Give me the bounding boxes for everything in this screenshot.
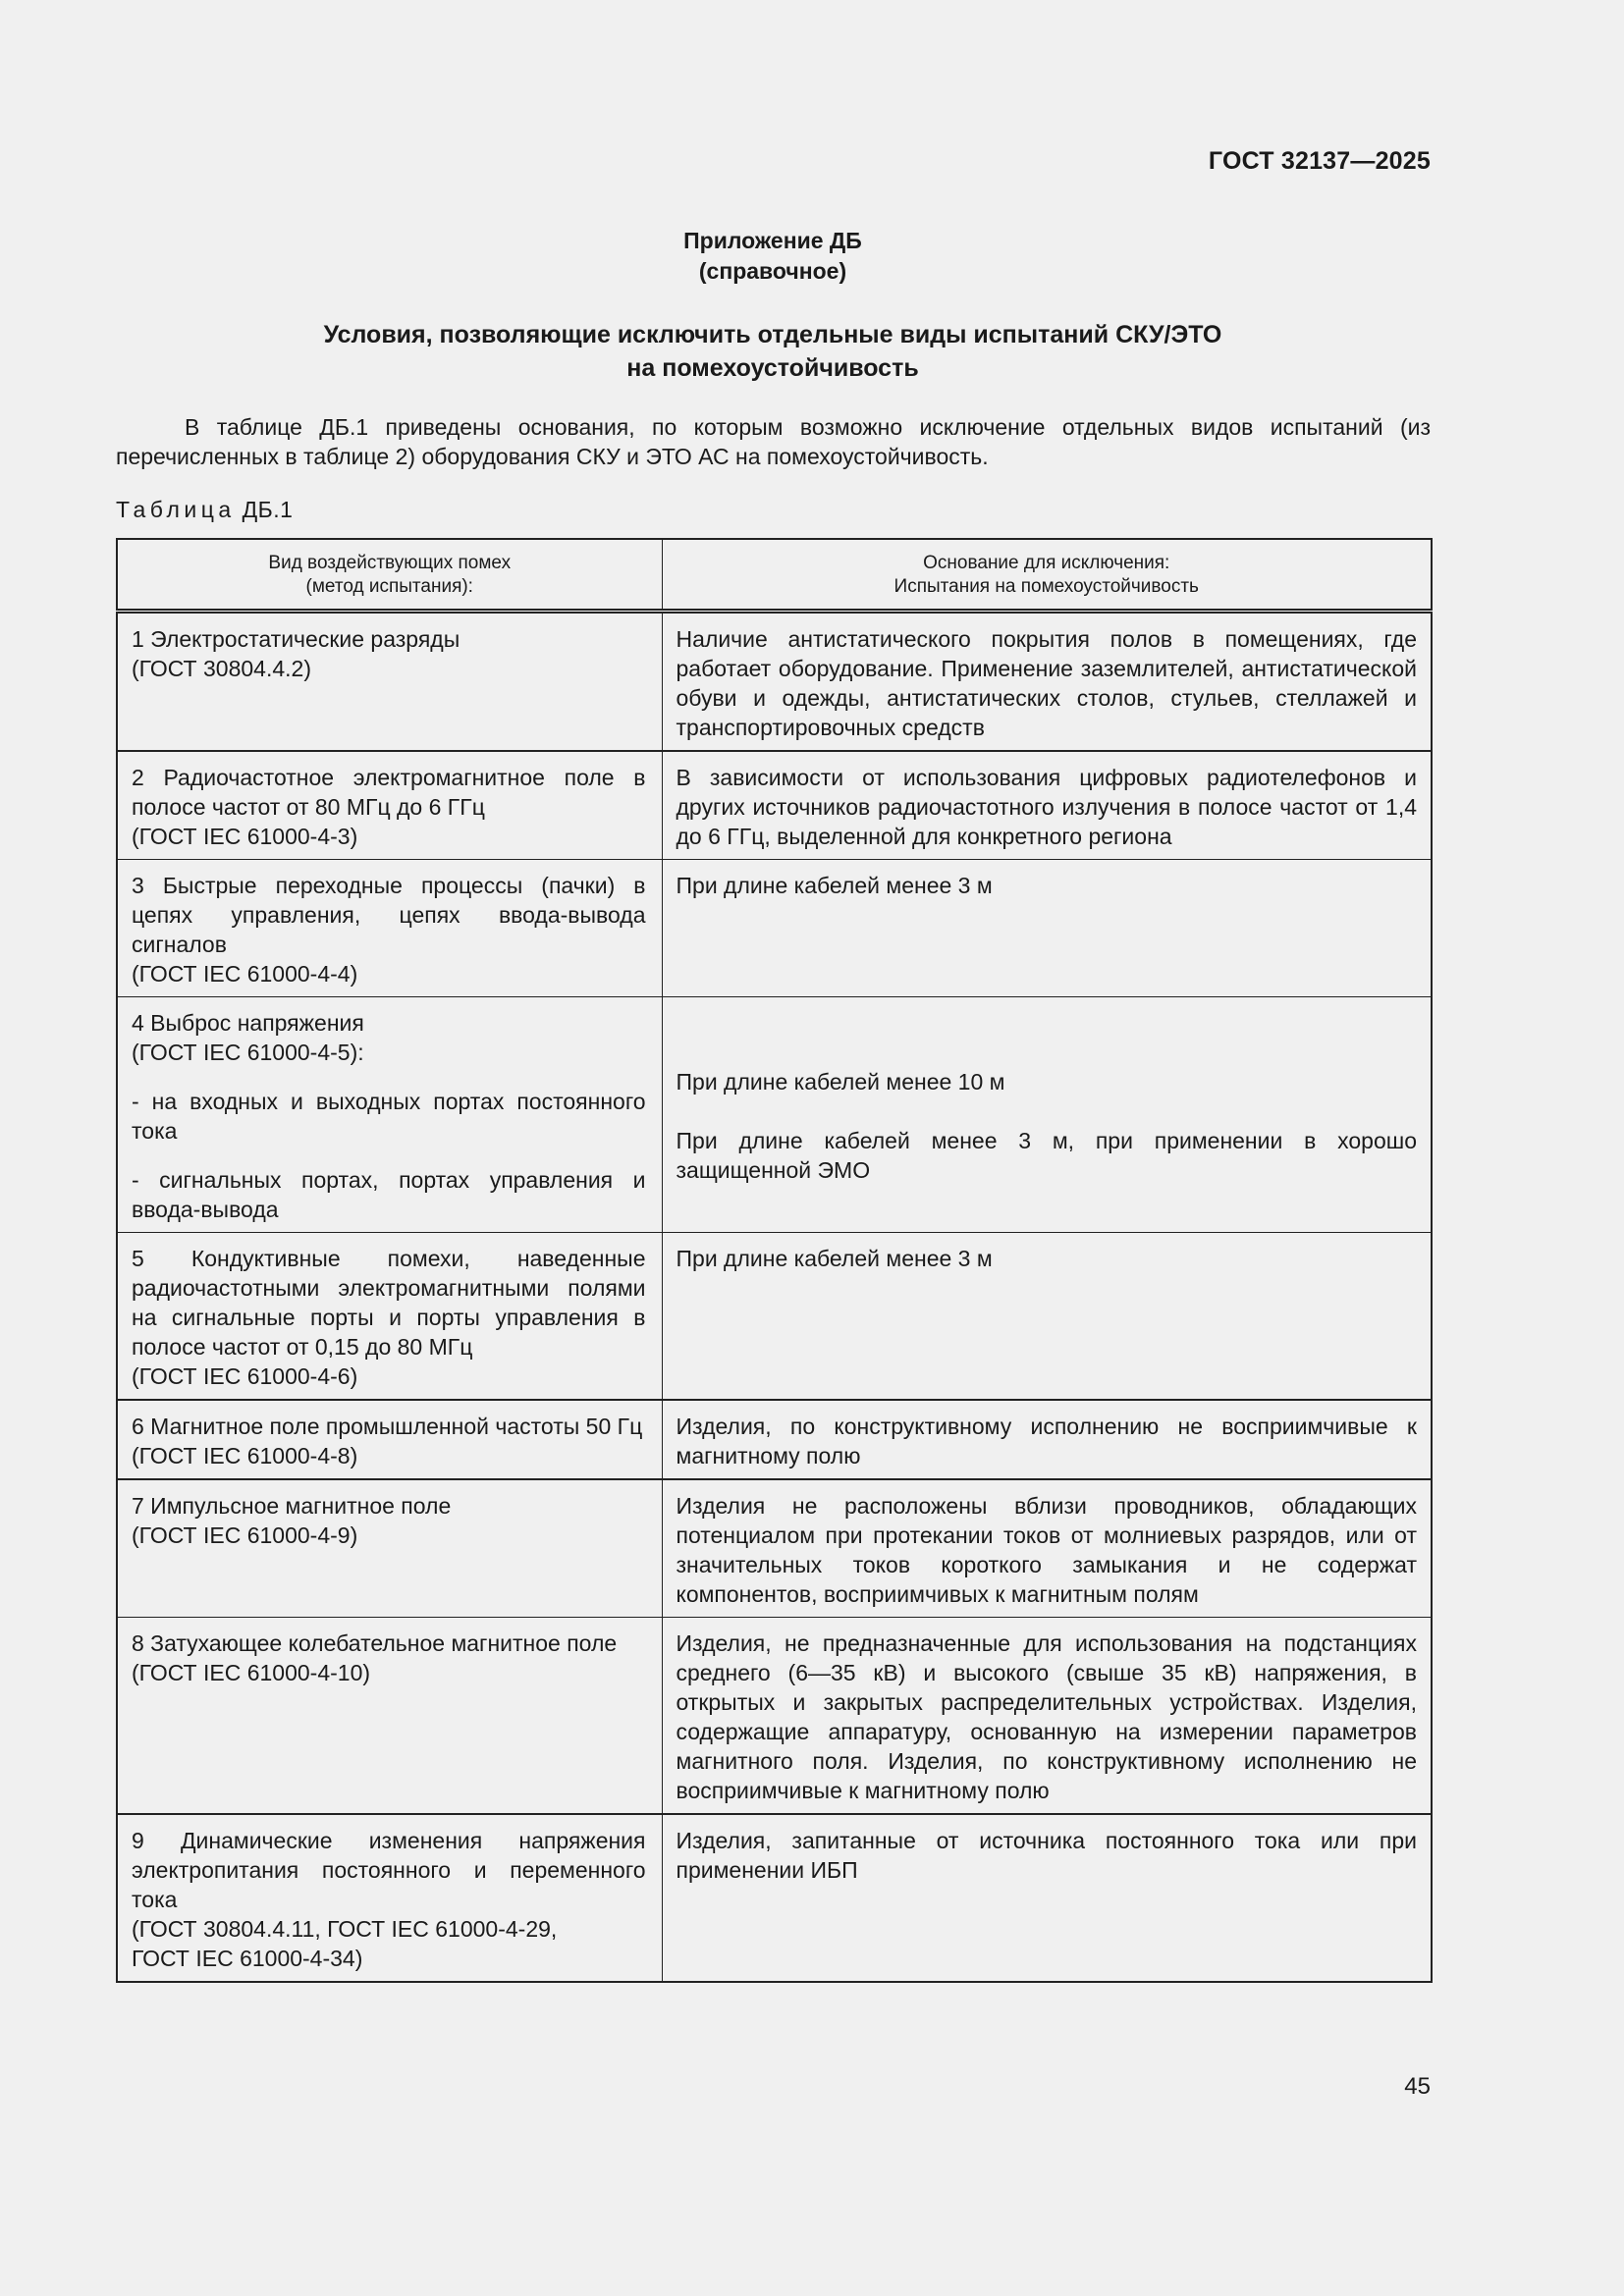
cell-text: 1 Электростатические разряды — [132, 626, 460, 652]
basis-cell — [662, 1479, 1432, 1618]
cell-text: 7 Импульсное магнитное поле — [132, 1493, 452, 1519]
cell-text: (ГОСТ IEC 61000-4-9) — [132, 1522, 358, 1548]
basis-cell — [662, 997, 1432, 1233]
header-line: Вид воздействующих помех — [268, 553, 512, 573]
cell-text: - сигнальных портах, портах управления и ввода-вывода — [132, 1167, 646, 1222]
header-line: (метод испытания): — [305, 576, 473, 597]
header-line: Испытания на помехоустойчивость — [893, 576, 1199, 597]
basis-cell — [662, 751, 1432, 860]
intro-paragraph: В таблице ДБ.1 приведены основания, по которым возможно исключение отдельных видов испытаний (из перечисленных в таблице 2) оборудования СКУ и ЭТО АС на помехоустойчивость. — [116, 414, 1431, 469]
page-number: 45 — [1404, 2073, 1431, 2100]
annex-status-line: (справочное) — [698, 258, 847, 284]
cell-text: ГОСТ IEC 61000-4-34) — [132, 1946, 363, 1971]
table-row — [117, 1479, 1432, 1618]
cell-text: (ГОСТ IEC 61000-4-8) — [132, 1443, 358, 1468]
table-row — [117, 751, 1432, 860]
annex-heading — [0, 318, 1545, 385]
interference-cell — [117, 751, 662, 860]
table-caption — [116, 497, 293, 523]
table-caption-word: Таблица — [116, 497, 236, 522]
cell-spacer — [677, 1038, 1418, 1067]
interference-cell — [117, 860, 662, 997]
cell-spacer — [677, 1008, 1418, 1038]
cell-text: В зависимости от использования цифровых радиотелефонов и других источников радиочастотного излучения в полосе частот от 1,4 до 6 ГГц, выделенной для конкретного региона — [676, 765, 1417, 849]
cell-text: 3 Быстрые переходные процессы (пачки) в цепях управления, цепях ввода-вывода сигналов — [132, 873, 646, 957]
basis-cell — [662, 1400, 1432, 1479]
table-header-row — [117, 539, 1432, 612]
cell-text: 6 Магнитное поле промышленной частоты 50 Гц — [132, 1414, 643, 1439]
cell-text: 8 Затухающее колебательное магнитное поле — [132, 1630, 618, 1656]
cell-text: При длине кабелей менее 3 м — [676, 873, 993, 898]
table-row — [117, 1618, 1432, 1815]
cell-text: Наличие антистатического покрытия полов в помещениях, где работает оборудование. Применение заземлителей, антистатической обуви и одежды, антистатических столов, стульев, стеллажей и транспортировочных средств — [676, 626, 1417, 740]
basis-cell — [662, 1618, 1432, 1815]
cell-text: Изделия, по конструктивному исполнению не восприимчивые к магнитному полю — [676, 1414, 1417, 1468]
cell-text: 9 Динамические изменения напряжения электропитания постоянного и переменного тока — [132, 1828, 646, 1912]
basis-cell — [662, 1233, 1432, 1401]
header-line: Основание для исключения: — [923, 553, 1170, 573]
cell-text: 5 Кондуктивные помехи, наведенные радиочастотными электромагнитными полями на сигнальные порты и порты управления в полосе частот от 0,15 до 80 МГц — [132, 1246, 646, 1360]
cell-text: (ГОСТ IEC 61000-4-6) — [132, 1363, 358, 1389]
interference-cell — [117, 1618, 662, 1815]
exclusion-table — [116, 538, 1433, 1983]
cell-text: (ГОСТ IEC 61000-4-10) — [132, 1660, 371, 1685]
basis-cell — [662, 1814, 1432, 1982]
cell-text: Изделия, запитанные от источника постоянного тока или при применении ИБП — [676, 1828, 1417, 1883]
interference-cell — [117, 612, 662, 752]
table-row — [117, 860, 1432, 997]
interference-cell — [117, 1479, 662, 1618]
annex-title-line: Приложение ДБ — [683, 228, 862, 253]
interference-cell — [117, 1400, 662, 1479]
basis-cell — [662, 612, 1432, 752]
annex-heading-line: Условия, позволяющие исключить отдельные виды испытаний СКУ/ЭТО — [323, 321, 1222, 348]
table-caption-id: ДБ.1 — [242, 497, 294, 522]
annex-heading-line: на помехоустойчивость — [626, 354, 919, 382]
header-cell-exclusion-basis — [662, 539, 1432, 612]
cell-spacer — [677, 1096, 1418, 1126]
cell-text: При длине кабелей менее 10 м — [676, 1069, 1005, 1095]
cell-text: При длине кабелей менее 3 м — [676, 1246, 993, 1271]
interference-cell — [117, 1233, 662, 1401]
annex-title — [0, 226, 1545, 287]
table-row — [117, 1400, 1432, 1479]
cell-text: 2 Радиочастотное электромагнитное поле в полосе частот от 80 МГц до 6 ГГц — [132, 765, 646, 820]
cell-text: Изделия не расположены вблизи проводников, обладающих потенциалом при протекании токов от молниевых разрядов, или от значительных токов короткого замыкания и не содержат компонентов, восприимчивых к магнитным полям — [676, 1493, 1417, 1607]
basis-cell — [662, 860, 1432, 997]
cell-text: - на входных и выходных портах постоянного тока — [132, 1089, 646, 1144]
cell-text: (ГОСТ IEC 61000-4-3) — [132, 824, 358, 849]
table-row — [117, 997, 1432, 1233]
interference-cell — [117, 1814, 662, 1982]
table-row — [117, 612, 1432, 752]
cell-text: (ГОСТ IEC 61000-4-4) — [132, 961, 358, 987]
table-row — [117, 1814, 1432, 1982]
cell-text: Изделия, не предназначенные для использования на подстанциях среднего (6—35 кВ) и высокого (свыше 35 кВ) напряжения, в открытых и закрытых распределительных устройствах. Изделия, содержащие аппаратуру, основанную на измерении параметров магнитного поля. Изделия, по конструктивному исполнению не восприимчивые к магнитному полю — [676, 1630, 1417, 1803]
document-code: ГОСТ 32137—2025 — [1208, 147, 1431, 175]
cell-text: (ГОСТ 30804.4.2) — [132, 656, 311, 681]
cell-text: 4 Выброс напряжения — [132, 1010, 364, 1036]
header-cell-interference-type — [117, 539, 662, 612]
interference-cell — [117, 997, 662, 1233]
cell-text: При длине кабелей менее 3 м, при применении в хорошо защищенной ЭМО — [676, 1128, 1417, 1183]
cell-text: (ГОСТ IEC 61000-4-5): — [132, 1040, 364, 1065]
table-row — [117, 1233, 1432, 1401]
cell-text: (ГОСТ 30804.4.11, ГОСТ IEC 61000-4-29, — [132, 1916, 558, 1942]
